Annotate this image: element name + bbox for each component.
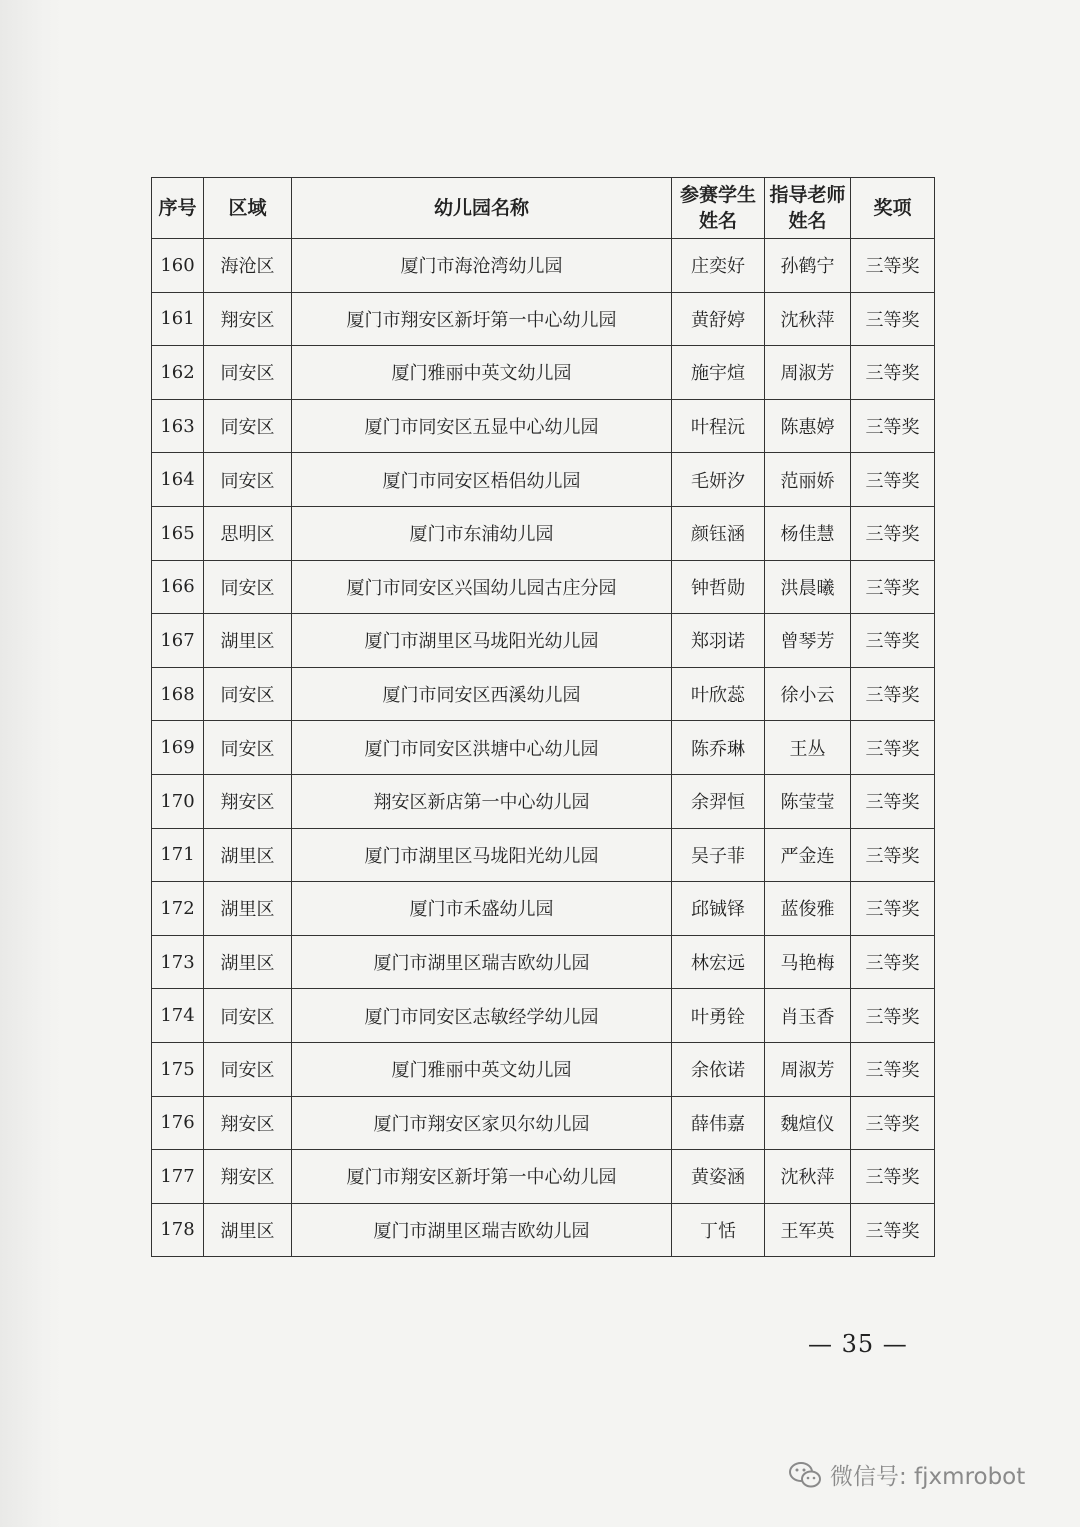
cell-student: 余羿恒 — [672, 774, 765, 828]
cell-seq: 162 — [152, 346, 204, 400]
cell-award: 三等奖 — [851, 667, 935, 721]
cell-student: 丁恬 — [672, 1203, 765, 1257]
cell-seq: 171 — [152, 828, 204, 882]
cell-student: 黄姿涵 — [672, 1150, 765, 1204]
table-body — [152, 239, 935, 1257]
cell-teacher: 沈秋萍 — [765, 1150, 851, 1204]
cell-student: 吴子菲 — [672, 828, 765, 882]
cell-award: 三等奖 — [851, 453, 935, 507]
cell-teacher: 王丛 — [765, 721, 851, 775]
table-row — [152, 774, 935, 828]
table-header-row — [152, 178, 935, 239]
table-row — [152, 560, 935, 614]
cell-seq: 165 — [152, 506, 204, 560]
cell-seq: 178 — [152, 1203, 204, 1257]
cell-school: 厦门市翔安区家贝尔幼儿园 — [292, 1096, 672, 1150]
cell-award: 三等奖 — [851, 774, 935, 828]
table-row — [152, 399, 935, 453]
cell-region: 湖里区 — [204, 614, 292, 668]
cell-award: 三等奖 — [851, 614, 935, 668]
cell-teacher: 严金连 — [765, 828, 851, 882]
cell-award: 三等奖 — [851, 506, 935, 560]
table-row — [152, 882, 935, 936]
cell-school: 厦门市同安区梧侣幼儿园 — [292, 453, 672, 507]
cell-region: 湖里区 — [204, 1203, 292, 1257]
cell-student: 余依诺 — [672, 1042, 765, 1096]
cell-region: 同安区 — [204, 399, 292, 453]
cell-region: 思明区 — [204, 506, 292, 560]
table-row — [152, 828, 935, 882]
cell-teacher: 范丽娇 — [765, 453, 851, 507]
header-teacher: 指导老师姓名 — [765, 178, 851, 239]
cell-teacher: 洪晨曦 — [765, 560, 851, 614]
cell-award: 三等奖 — [851, 346, 935, 400]
cell-school: 翔安区新店第一中心幼儿园 — [292, 774, 672, 828]
watermark — [788, 1458, 1025, 1491]
watermark-text: 微信号: fjxmrobot — [830, 1464, 1026, 1490]
cell-student: 陈乔琳 — [672, 721, 765, 775]
wechat-icon — [788, 1460, 822, 1490]
cell-teacher: 周淑芳 — [765, 346, 851, 400]
cell-seq: 174 — [152, 989, 204, 1043]
cell-seq: 170 — [152, 774, 204, 828]
cell-student: 郑羽诺 — [672, 614, 765, 668]
cell-region: 湖里区 — [204, 882, 292, 936]
cell-seq: 166 — [152, 560, 204, 614]
cell-student: 叶程沅 — [672, 399, 765, 453]
cell-region: 同安区 — [204, 667, 292, 721]
cell-teacher: 徐小云 — [765, 667, 851, 721]
cell-student: 庄奕好 — [672, 239, 765, 293]
cell-region: 同安区 — [204, 560, 292, 614]
cell-award: 三等奖 — [851, 399, 935, 453]
cell-school: 厦门市翔安区新圩第一中心幼儿园 — [292, 1150, 672, 1204]
cell-student: 林宏远 — [672, 935, 765, 989]
cell-seq: 167 — [152, 614, 204, 668]
cell-award: 三等奖 — [851, 828, 935, 882]
table-row — [152, 935, 935, 989]
cell-school: 厦门市翔安区新圩第一中心幼儿园 — [292, 292, 672, 346]
header-school: 幼儿园名称 — [292, 178, 672, 239]
header-student: 参赛学生姓名 — [672, 178, 765, 239]
page-number: — 35 — — [808, 1330, 908, 1358]
cell-student: 颜钰涵 — [672, 506, 765, 560]
cell-region: 同安区 — [204, 346, 292, 400]
table-row — [152, 1203, 935, 1257]
cell-student: 钟哲勋 — [672, 560, 765, 614]
cell-school: 厦门市禾盛幼儿园 — [292, 882, 672, 936]
cell-region: 翔安区 — [204, 774, 292, 828]
cell-region: 同安区 — [204, 721, 292, 775]
cell-award: 三等奖 — [851, 1150, 935, 1204]
cell-teacher: 曾琴芳 — [765, 614, 851, 668]
cell-award: 三等奖 — [851, 721, 935, 775]
header-region: 区域 — [204, 178, 292, 239]
cell-seq: 173 — [152, 935, 204, 989]
table-row — [152, 614, 935, 668]
cell-school: 厦门市同安区五显中心幼儿园 — [292, 399, 672, 453]
cell-award: 三等奖 — [851, 935, 935, 989]
cell-region: 同安区 — [204, 453, 292, 507]
cell-school: 厦门市同安区兴国幼儿园古庄分园 — [292, 560, 672, 614]
cell-award: 三等奖 — [851, 1203, 935, 1257]
table-row — [152, 989, 935, 1043]
cell-school: 厦门市湖里区马垅阳光幼儿园 — [292, 828, 672, 882]
cell-seq: 164 — [152, 453, 204, 507]
table-row — [152, 667, 935, 721]
award-table — [151, 177, 935, 1257]
cell-seq: 176 — [152, 1096, 204, 1150]
table-row — [152, 239, 935, 293]
cell-school: 厦门市湖里区瑞吉欧幼儿园 — [292, 935, 672, 989]
table-row — [152, 1096, 935, 1150]
cell-student: 黄舒婷 — [672, 292, 765, 346]
cell-school: 厦门市湖里区马垅阳光幼儿园 — [292, 614, 672, 668]
scan-page-edge — [0, 0, 64, 1527]
cell-award: 三等奖 — [851, 1096, 935, 1150]
cell-teacher: 陈莹莹 — [765, 774, 851, 828]
table-row — [152, 721, 935, 775]
cell-seq: 163 — [152, 399, 204, 453]
cell-student: 毛妍汐 — [672, 453, 765, 507]
table-row — [152, 1042, 935, 1096]
cell-seq: 177 — [152, 1150, 204, 1204]
cell-region: 翔安区 — [204, 1150, 292, 1204]
cell-teacher: 魏煊仪 — [765, 1096, 851, 1150]
cell-teacher: 杨佳慧 — [765, 506, 851, 560]
cell-region: 同安区 — [204, 1042, 292, 1096]
cell-seq: 160 — [152, 239, 204, 293]
cell-region: 翔安区 — [204, 1096, 292, 1150]
table-row — [152, 346, 935, 400]
cell-award: 三等奖 — [851, 1042, 935, 1096]
cell-region: 湖里区 — [204, 828, 292, 882]
cell-student: 薛伟嘉 — [672, 1096, 765, 1150]
cell-school: 厦门市东浦幼儿园 — [292, 506, 672, 560]
header-award: 奖项 — [851, 178, 935, 239]
cell-award: 三等奖 — [851, 989, 935, 1043]
cell-seq: 172 — [152, 882, 204, 936]
cell-student: 施宇煊 — [672, 346, 765, 400]
cell-school: 厦门市海沧湾幼儿园 — [292, 239, 672, 293]
cell-seq: 168 — [152, 667, 204, 721]
cell-award: 三等奖 — [851, 292, 935, 346]
cell-award: 三等奖 — [851, 239, 935, 293]
cell-teacher: 孙鹤宁 — [765, 239, 851, 293]
cell-school: 厦门市湖里区瑞吉欧幼儿园 — [292, 1203, 672, 1257]
cell-teacher: 王军英 — [765, 1203, 851, 1257]
table-row — [152, 1150, 935, 1204]
cell-school: 厦门雅丽中英文幼儿园 — [292, 1042, 672, 1096]
table-row — [152, 453, 935, 507]
cell-seq: 175 — [152, 1042, 204, 1096]
cell-region: 翔安区 — [204, 292, 292, 346]
table-row — [152, 506, 935, 560]
cell-school: 厦门市同安区西溪幼儿园 — [292, 667, 672, 721]
cell-student: 叶欣蕊 — [672, 667, 765, 721]
cell-school: 厦门市同安区洪塘中心幼儿园 — [292, 721, 672, 775]
cell-region: 湖里区 — [204, 935, 292, 989]
cell-seq: 161 — [152, 292, 204, 346]
cell-teacher: 陈惠婷 — [765, 399, 851, 453]
cell-award: 三等奖 — [851, 560, 935, 614]
cell-region: 海沧区 — [204, 239, 292, 293]
cell-student: 邱铖铎 — [672, 882, 765, 936]
cell-school: 厦门市同安区志敏经学幼儿园 — [292, 989, 672, 1043]
header-seq: 序号 — [152, 178, 204, 239]
cell-seq: 169 — [152, 721, 204, 775]
cell-school: 厦门雅丽中英文幼儿园 — [292, 346, 672, 400]
cell-teacher: 马艳梅 — [765, 935, 851, 989]
cell-teacher: 肖玉香 — [765, 989, 851, 1043]
cell-region: 同安区 — [204, 989, 292, 1043]
cell-teacher: 周淑芳 — [765, 1042, 851, 1096]
cell-award: 三等奖 — [851, 882, 935, 936]
table-row — [152, 292, 935, 346]
cell-teacher: 沈秋萍 — [765, 292, 851, 346]
cell-teacher: 蓝俊雅 — [765, 882, 851, 936]
cell-student: 叶勇铨 — [672, 989, 765, 1043]
